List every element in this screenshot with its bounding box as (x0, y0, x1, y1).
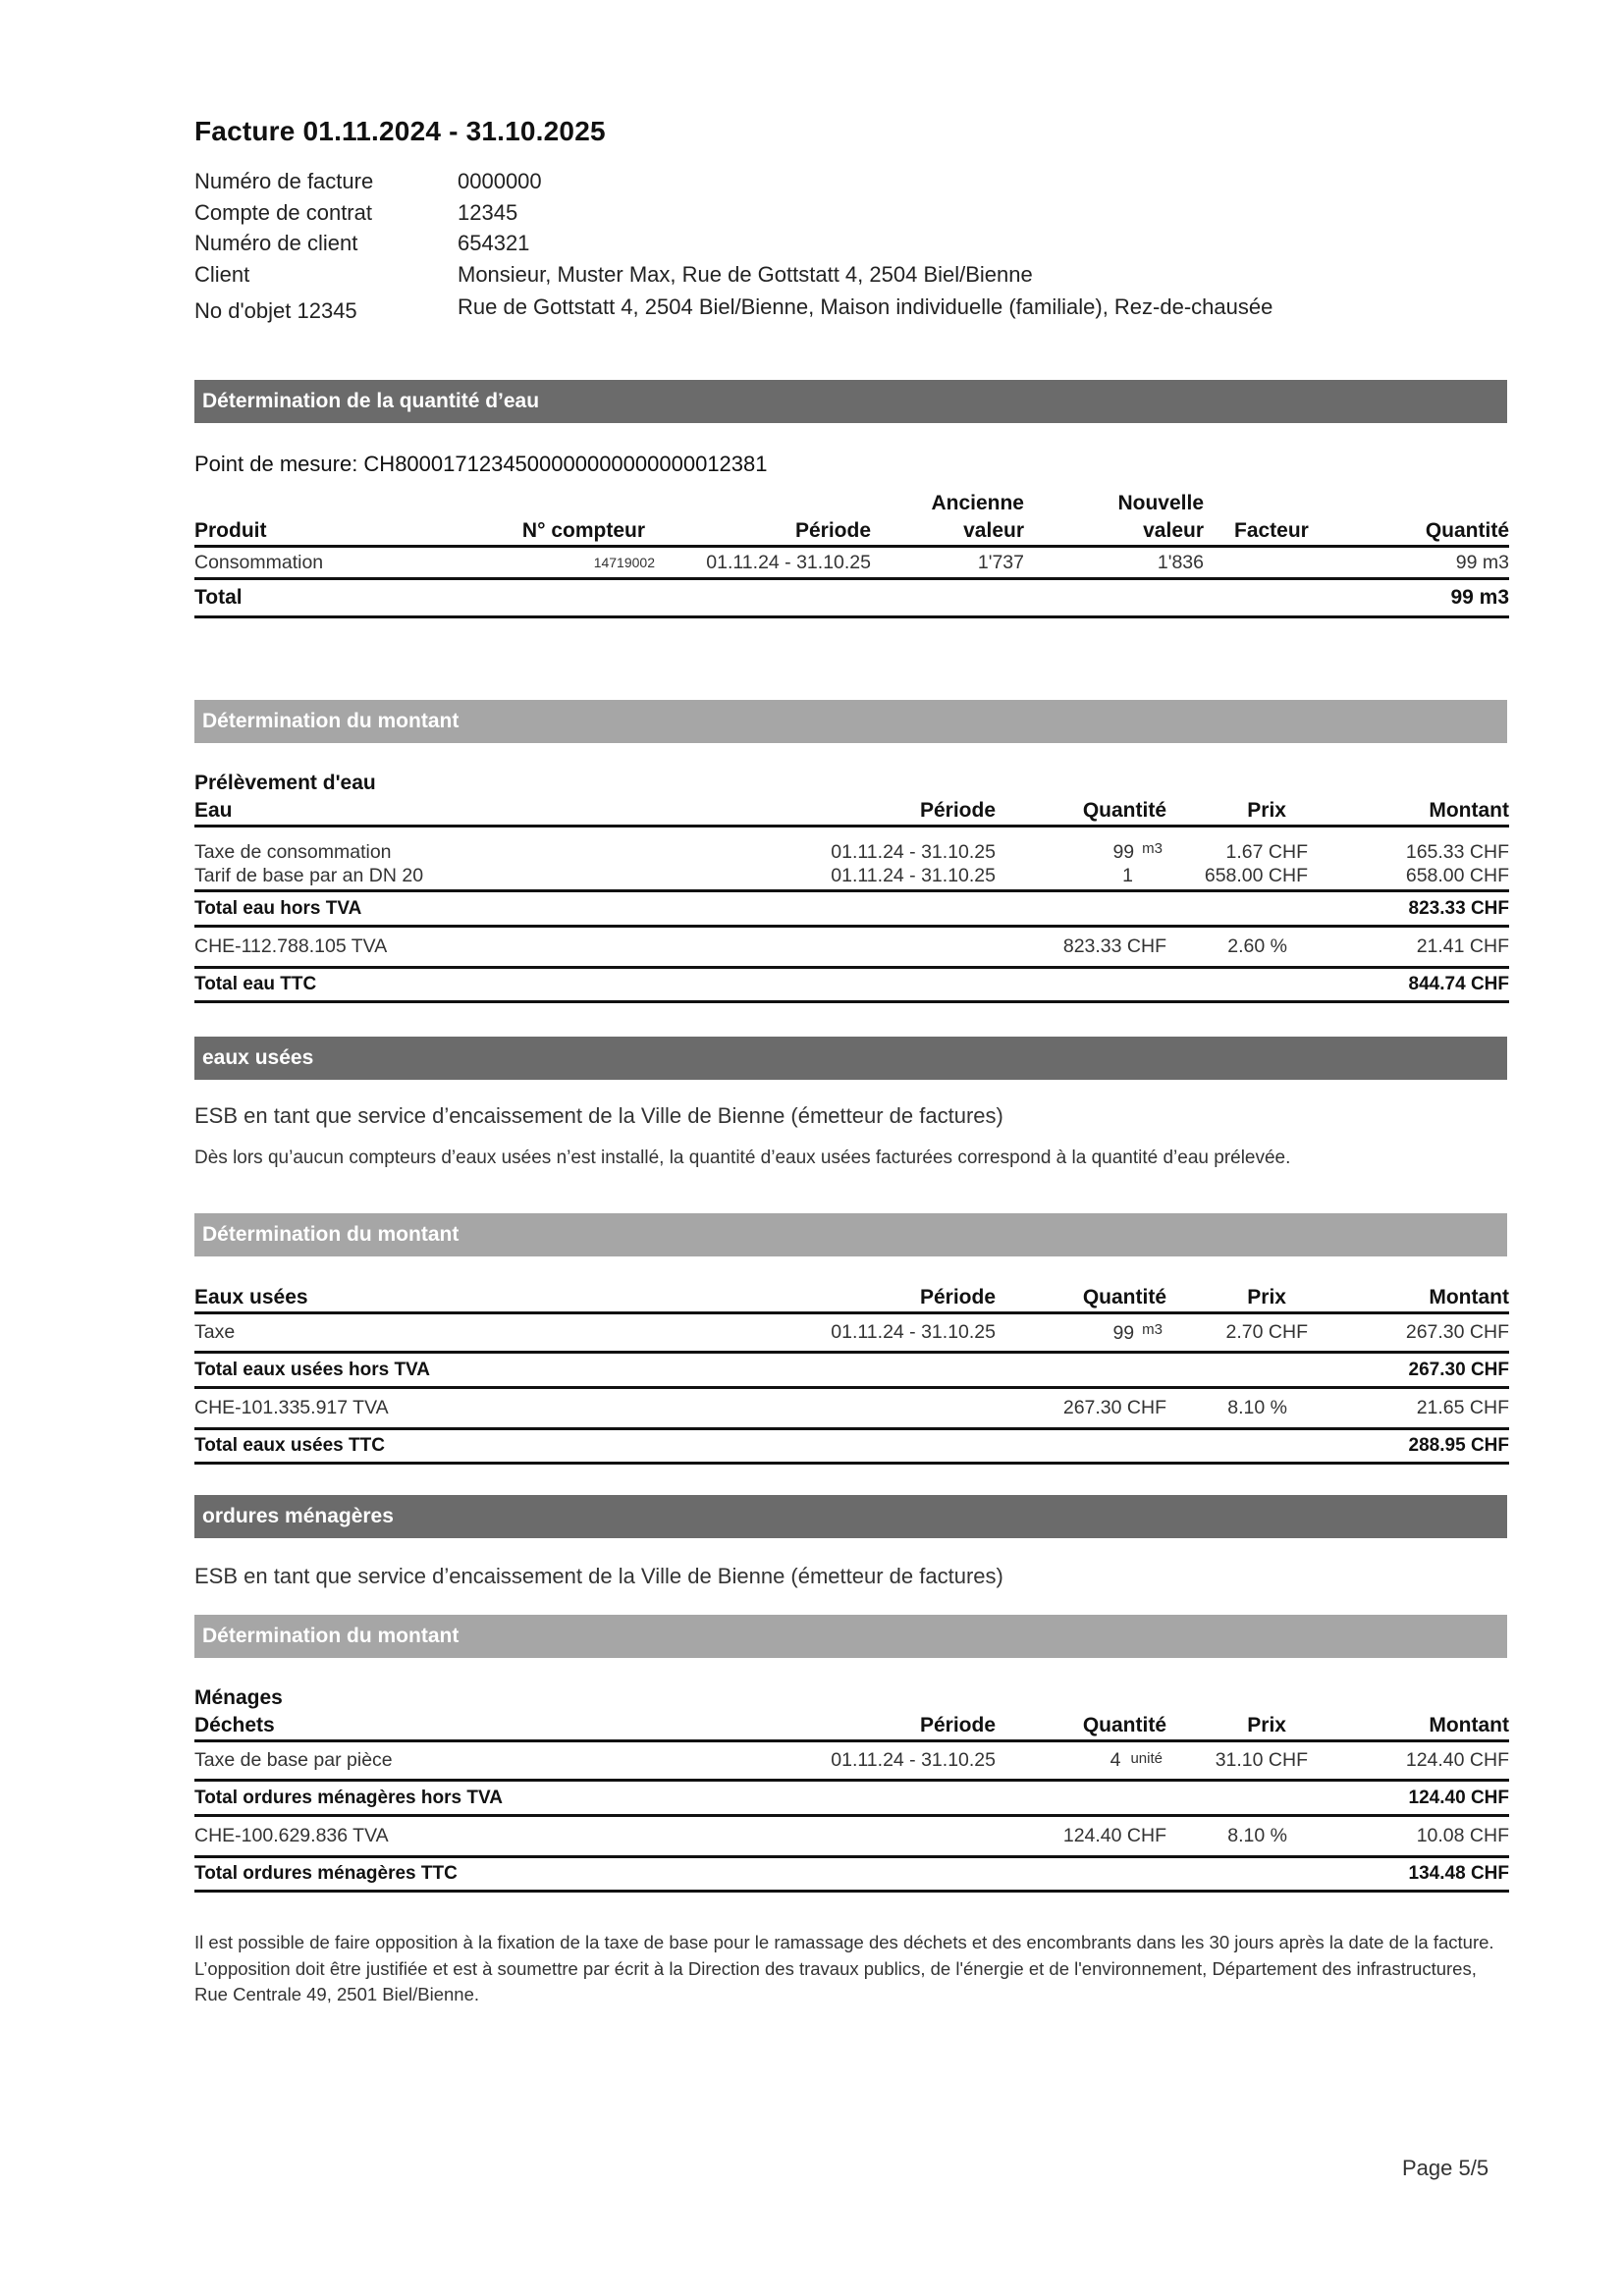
total-value: 99 m3 (1450, 586, 1509, 609)
meta-label: Compte de contrat (194, 199, 372, 225)
cell-quantity: 99 m3 (1455, 551, 1509, 573)
vat-base: 823.33 CHF (1062, 935, 1166, 957)
qty-unit: unité (1130, 1750, 1163, 1767)
table-header-row (194, 517, 1509, 547)
col-header-period: Période (919, 1286, 996, 1308)
vat-amount: 21.65 CHF (1416, 1397, 1509, 1418)
subtotal-label: Total eaux usées hors TVA (194, 1359, 431, 1380)
table-header-row (194, 797, 1509, 827)
col-header-item: Eaux usées (194, 1286, 308, 1308)
wastewater-amount-table (194, 1284, 1509, 1465)
cell-old-value: 1'737 (977, 551, 1024, 573)
section-bar-waste-amount: Détermination du montant (194, 1615, 1507, 1658)
section-bar-household-waste: ordures ménagères (194, 1495, 1507, 1538)
total-label: Total ordures ménagères TTC (194, 1863, 458, 1884)
section-bar-water-amount: Détermination du montant (194, 700, 1507, 743)
total-label: Total eaux usées TTC (194, 1435, 385, 1456)
col-header-period: Période (794, 519, 871, 542)
subtotal-label: Total eau hors TVA (194, 897, 362, 919)
total-value: 288.95 CHF (1408, 1435, 1509, 1456)
col-header-new-2: valeur (1143, 519, 1204, 542)
col-header-quantity: Quantité (1082, 1714, 1166, 1736)
col-header-item: Déchets (194, 1714, 275, 1736)
vat-rate: 8.10 % (1227, 1825, 1287, 1846)
vat-rate: 2.60 % (1227, 935, 1287, 957)
group-title: Ménages (194, 1686, 283, 1709)
vat-amount: 10.08 CHF (1416, 1825, 1509, 1846)
total-row (194, 968, 1509, 1002)
cell-period: 01.11.24 - 31.10.25 (831, 840, 996, 863)
meta-label: Numéro de facture (194, 169, 374, 193)
cell-new-value: 1'836 (1157, 551, 1204, 573)
qty-unit: m3 (1142, 839, 1163, 857)
col-header-period: Période (919, 799, 996, 822)
vat-rate: 8.10 % (1227, 1397, 1287, 1418)
col-header-old: Ancienne (931, 492, 1024, 514)
meta-row-client (194, 262, 1272, 294)
cell-quantity (996, 1313, 1166, 1353)
col-header-period: Période (919, 1714, 996, 1736)
subtotal-row (194, 891, 1509, 927)
table-row (194, 1741, 1509, 1781)
subtotal-value: 124.40 CHF (1408, 1787, 1509, 1808)
opposition-footnote: Il est possible de faire opposition à la fixation de la taxe de base pour le ramassage des déchets et des encombrants dans les 30 jours après la date de la facture. L’opposition doit être justifiée et est à soumettre par écrit à la Direction des travaux publics, de l'énergie et de l'environnement, Département des infrastructures, Rue Centrale 49, 2501 Biel/Bienne. (194, 1932, 1494, 2004)
subtotal-label: Total ordures ménagères hors TVA (194, 1787, 503, 1808)
table-row (194, 1313, 1509, 1353)
table-row (194, 827, 1509, 864)
vat-row (194, 927, 1509, 968)
cell-price: 31.10 CHF (1215, 1749, 1308, 1771)
col-header-quantity: Quantité (1425, 519, 1509, 542)
table-header-row (194, 1284, 1509, 1313)
meta-value: Monsieur, Muster Max, Rue de Gottstatt 4, 2504 Biel/Bienne (458, 261, 1033, 287)
issuer-note: ESB en tant que service d’encaissement de la Ville de Bienne (émetteur de factures) (194, 1103, 1003, 1128)
cell-amount: 124.40 CHF (1405, 1749, 1509, 1771)
qty-value: 4 (1110, 1749, 1121, 1771)
vat-amount: 21.41 CHF (1416, 935, 1509, 957)
cell-quantity (996, 827, 1166, 864)
meta-row-object (194, 294, 1272, 328)
col-header-factor: Facteur (1234, 519, 1309, 542)
subtotal-value: 267.30 CHF (1408, 1359, 1509, 1380)
cell-price: 658.00 CHF (1204, 865, 1308, 887)
invoice-meta (194, 169, 1272, 328)
cell-price: 2.70 CHF (1225, 1321, 1308, 1343)
vat-base: 124.40 CHF (1062, 1825, 1166, 1846)
cell-price: 1.67 CHF (1225, 840, 1308, 863)
meta-row-contract-account (194, 200, 1272, 232)
col-header-price: Prix (1247, 1714, 1286, 1736)
col-header-amount: Montant (1429, 799, 1509, 822)
total-value: 844.74 CHF (1408, 974, 1509, 994)
issuer-note: ESB en tant que service d’encaissement de la Ville de Bienne (émetteur de factures) (194, 1564, 1003, 1588)
vat-base: 267.30 CHF (1062, 1397, 1166, 1418)
vat-label: CHE-101.335.917 TVA (194, 1397, 389, 1418)
col-header-amount: Montant (1429, 1714, 1509, 1736)
cell-period: 01.11.24 - 31.10.25 (831, 1749, 996, 1771)
meta-value: 12345 (458, 199, 518, 225)
measurement-point: Point de mesure: CH8000171234500000000000000012381 (194, 452, 768, 476)
col-header-meter: N° compteur (521, 519, 645, 542)
col-header-quantity: Quantité (1082, 1286, 1166, 1308)
vat-row (194, 1816, 1509, 1857)
section-bar-wastewater-amount: Détermination du montant (194, 1213, 1507, 1256)
vat-row (194, 1388, 1509, 1429)
total-label: Total eau TTC (194, 974, 317, 994)
cell-factor (1204, 547, 1322, 579)
qty-value: 99 (1112, 840, 1135, 863)
wastewater-note: Dès lors qu’aucun compteurs d’eaux usées n’est installé, la quantité d’eaux usées facturées correspond à la quantité d’eau prélevée. (194, 1148, 1291, 1168)
cell-amount: 267.30 CHF (1405, 1321, 1509, 1343)
cell-item: Taxe (194, 1321, 236, 1343)
meta-label: Client (194, 261, 250, 287)
col-header-quantity: Quantité (1082, 799, 1166, 822)
col-header-old-2: valeur (963, 519, 1024, 542)
total-row (194, 1857, 1509, 1892)
cell-amount: 658.00 CHF (1405, 865, 1509, 887)
page-number: Page 5/5 (1402, 2156, 1489, 2180)
waste-amount-table (194, 1712, 1509, 1893)
meter-reading-table (194, 490, 1509, 618)
table-row (194, 547, 1509, 579)
cell-item: Tarif de base par an DN 20 (194, 865, 424, 887)
meta-value: 0000000 (458, 169, 542, 193)
cell-period: 01.11.24 - 31.10.25 (831, 865, 996, 887)
col-header-item: Eau (194, 799, 233, 822)
meta-value: Rue de Gottstatt 4, 2504 Biel/Bienne, Maison individuelle (familiale), Rez-de-chausée (458, 294, 1273, 319)
cell-item: Taxe de base par pièce (194, 1749, 393, 1771)
section-bar-wastewater: eaux usées (194, 1037, 1507, 1080)
water-amount-table (194, 797, 1509, 1003)
subtotal-value: 823.33 CHF (1408, 897, 1509, 919)
total-value: 134.48 CHF (1408, 1863, 1509, 1884)
meta-value: 654321 (458, 231, 530, 255)
cell-product: Consommation (194, 551, 324, 573)
meta-row-client-number (194, 231, 1272, 262)
meta-label: No d'objet 12345 (194, 298, 357, 323)
cell-period: 01.11.24 - 31.10.25 (831, 1321, 996, 1343)
cell-amount: 165.33 CHF (1405, 840, 1509, 863)
col-header-new: Nouvelle (1117, 492, 1204, 514)
total-row (194, 1429, 1509, 1464)
meta-row-invoice-number (194, 169, 1272, 200)
cell-quantity (996, 1741, 1166, 1781)
subtotal-row (194, 1781, 1509, 1816)
group-title: Prélèvement d'eau (194, 772, 376, 794)
qty-unit: m3 (1142, 1320, 1163, 1338)
table-row (194, 864, 1509, 891)
col-header-amount: Montant (1429, 1286, 1509, 1308)
col-header-product: Produit (194, 519, 267, 542)
total-label: Total (194, 586, 243, 609)
cell-item: Taxe de consommation (194, 840, 392, 863)
col-header-price: Prix (1247, 799, 1286, 822)
cell-period: 01.11.24 - 31.10.25 (706, 551, 871, 573)
vat-label: CHE-112.788.105 TVA (194, 935, 388, 957)
cell-quantity: 1 (1122, 865, 1133, 887)
table-header-row (194, 1712, 1509, 1741)
invoice-title: Facture 01.11.2024 - 31.10.2025 (194, 116, 606, 146)
subtotal-row (194, 1353, 1509, 1388)
section-bar-water-quantity: Détermination de la quantité d’eau (194, 380, 1507, 423)
total-row (194, 579, 1509, 617)
qty-value: 99 (1112, 1321, 1135, 1344)
vat-label: CHE-100.629.836 TVA (194, 1825, 389, 1846)
meta-label: Numéro de client (194, 231, 358, 255)
col-header-price: Prix (1247, 1286, 1286, 1308)
table-header-row (194, 490, 1509, 517)
cell-meter: 14719002 (593, 555, 655, 570)
